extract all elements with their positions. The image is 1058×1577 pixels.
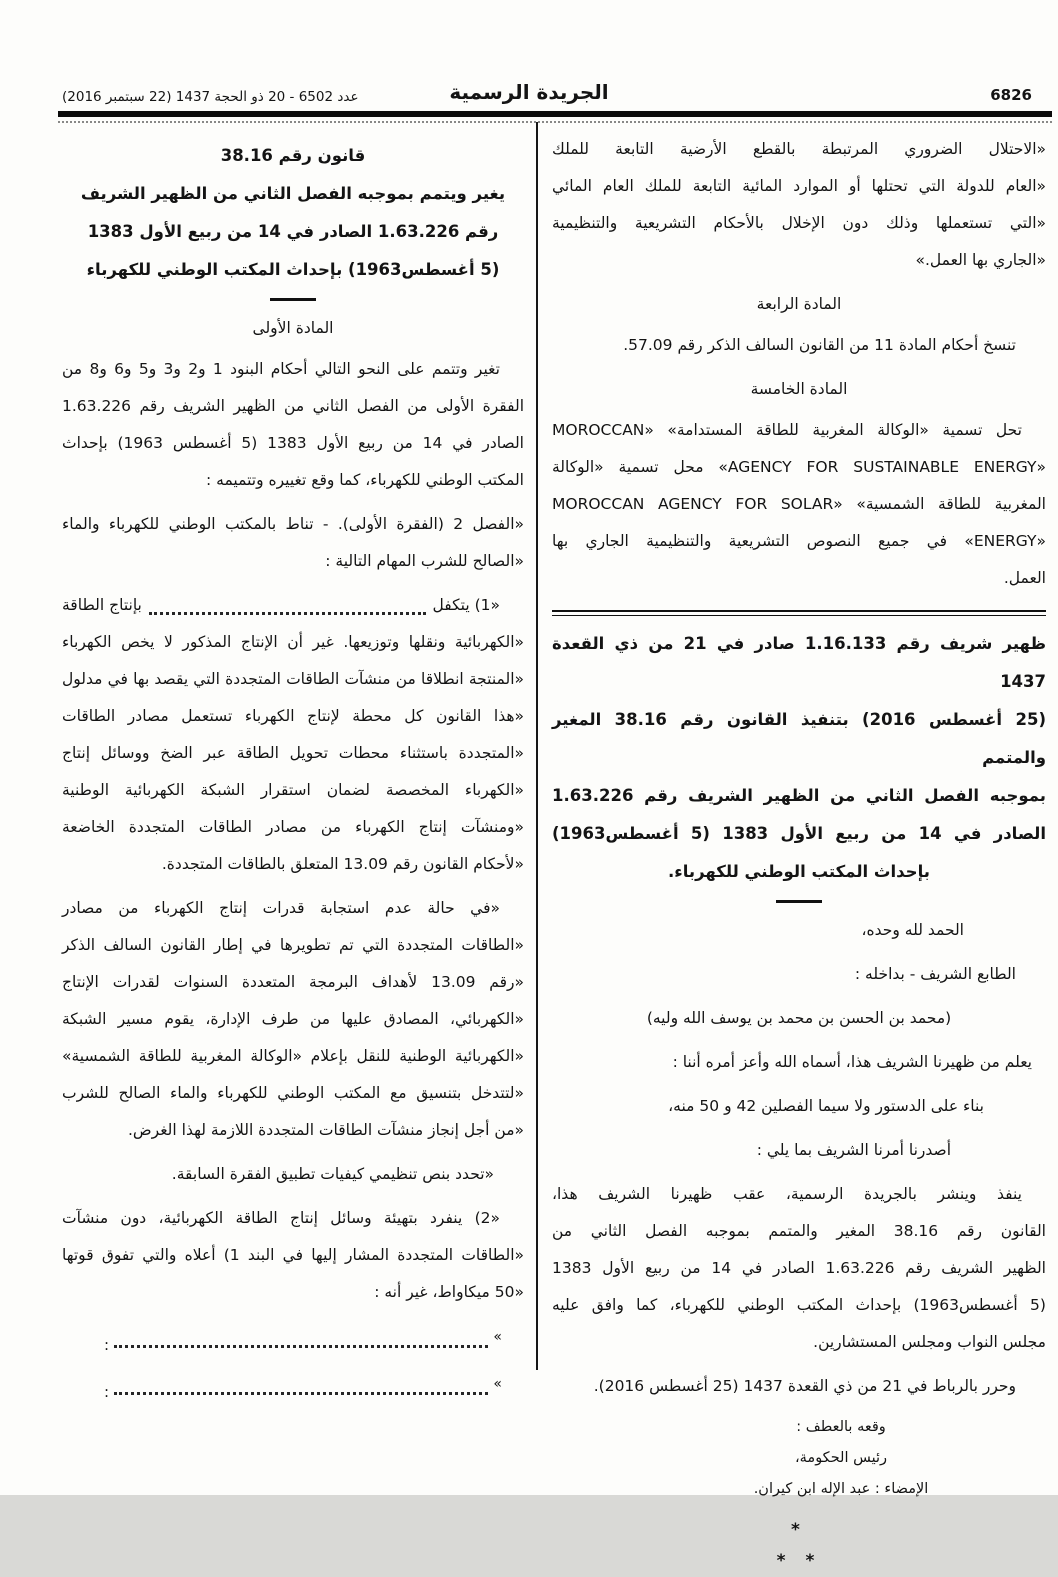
text-line: أصدرنا أمرنا الشريف بما يلي : bbox=[756, 1141, 951, 1159]
continuation-paragraph bbox=[552, 131, 1046, 279]
article-5-heading: المادة الخامسة bbox=[750, 380, 848, 398]
chapter-2-intro bbox=[62, 506, 524, 580]
text-line: «الكهرباء المخصصة لضمان استقرار الشبكة الكهربائية الوطنية bbox=[62, 781, 524, 799]
text-line: «الكهربائية الوطنية للنقل بإعلام «الوكالة المغربية للطاقة الشمسية» bbox=[62, 1047, 524, 1065]
dotted-leader bbox=[149, 612, 426, 615]
text-line: «في حالة عدم استجابة قدرات إنتاج الكهرباء من مصادر bbox=[62, 899, 500, 917]
quote-mark: » bbox=[493, 1329, 502, 1345]
text-line: «50 ميكاواط، غير أنه : bbox=[374, 1283, 524, 1301]
article-5-text bbox=[552, 412, 1046, 597]
asterisk-row: * bbox=[791, 1520, 807, 1540]
text-line: قانون رقم 38.16 bbox=[220, 146, 366, 165]
text-line: ظهير شريف رقم 1.16.133 صادر في 21 من ذي القعدة 1437 bbox=[552, 634, 1046, 691]
text-line: «الجاري بها العمل.» bbox=[915, 251, 1046, 269]
text-line: الطابع الشريف - بداخله : bbox=[854, 965, 1016, 983]
text-line: الصادر في 14 من ربيع الأول 1383 (5 أغسطس 1963) بإحداث bbox=[62, 434, 524, 452]
text-line: «العام للدولة التي تحتلها أو الموارد المائية التابعة للملك العام المائي bbox=[552, 177, 1046, 195]
colon-mark: : bbox=[104, 1383, 110, 1401]
text-line: «الفصل 2 (الفقرة الأولى). - تناط بالمكتب الوطني للكهرباء والماء bbox=[62, 515, 524, 533]
text-line: تنسخ أحكام المادة 11 من القانون السالف الذكر رقم 57.09. bbox=[623, 336, 1016, 354]
text-line: «هذا القانون كل محطة لإنتاج الكهرباء تستعمل مصادر الطاقات bbox=[62, 707, 524, 725]
text-line: «لتتدخل بتنسيق مع المكتب الوطني للكهرباء والماء الصالح للشرب bbox=[62, 1084, 524, 1102]
text-line: «الصالح للشرب المهام التالية : bbox=[325, 552, 524, 570]
text-line: «الطاقات المتجددة المشار إليها في البند 1) أعلاه والتي تفوق قوتها bbox=[62, 1246, 525, 1264]
text-line bbox=[62, 587, 524, 624]
text-line: بإحداث المكتب الوطني للكهرباء. bbox=[668, 862, 930, 881]
text-line: «الطاقات المتجددة التي تم تطويرها في إطار القانون السالف الذكر bbox=[62, 936, 524, 954]
text-line: «AGENCY FOR SUSTAINABLE ENERGY» محل تسمية «الوكالة bbox=[552, 458, 1046, 476]
renewables-paragraph bbox=[62, 890, 524, 1149]
text-line: وحرر بالرباط في 21 من ذي القعدة 1437 (25 أغسطس 2016). bbox=[593, 1377, 1016, 1395]
text-line: رئيس الحكومة، bbox=[794, 1450, 888, 1466]
decree-paragraph bbox=[552, 1176, 1046, 1361]
text-line: الصادر في 14 من ربيع الأول 1383 (5 أغسطس1963) bbox=[552, 824, 1046, 843]
text-line: «الكهربائي، المصادق عليها من طرف الإدارة، يقوم مسير الشبكة bbox=[62, 1010, 524, 1028]
asterisk-row: * * bbox=[776, 1551, 822, 1571]
quote-mark: » bbox=[493, 1376, 502, 1392]
text-line: بموجبه الفصل الثاني من الظهير الشريف رقم 1.63.226 bbox=[552, 786, 1046, 805]
issued-at-line bbox=[552, 1368, 1046, 1405]
text-line: «الكهربائية ونقلها وتوزيعها. غير أن الإنتاج المذكور لا يخص الكهرباء bbox=[62, 633, 524, 651]
left-column bbox=[62, 137, 524, 1405]
right-column bbox=[552, 131, 1046, 1577]
text-line: تحل تسمية «الوكالة المغربية للطاقة المستدامة» «MOROCCAN bbox=[552, 421, 1022, 439]
journal-title: الجريدة الرسمية bbox=[449, 80, 609, 104]
asterisk-separator bbox=[552, 1515, 1046, 1577]
text-line: يعلم من ظهيرنا الشريف هذا، أسماه الله وأعز أمره أننا : bbox=[672, 1053, 1032, 1071]
text-line: «رقم 13.09 لأهداف البرمجة المتعددة السنوات لقدرات الإنتاج bbox=[62, 973, 524, 991]
seal-line bbox=[552, 956, 1046, 993]
regulation-line bbox=[62, 1156, 524, 1193]
text-line: بناء على الدستور ولا سيما الفصلين 42 و 50 منه، bbox=[668, 1097, 984, 1115]
text-line: الفقرة الأولى من الفصل الثاني من الظهير الشريف رقم 1.63.226 bbox=[62, 397, 524, 415]
text-line: الإمضاء : عبد الإله ابن كيران. bbox=[753, 1481, 929, 1497]
text-line: (محمد بن الحسن بن محمد بن يوسف الله وليه) bbox=[646, 1009, 952, 1027]
text-line: «لأحكام القانون رقم 13.09 المتعلق بالطاقات المتجددة. bbox=[161, 855, 524, 873]
dotted-leader bbox=[114, 1392, 488, 1395]
text-line: القانون رقم 38.16 المغير والمتمم بموجبه الفصل الثاني من bbox=[552, 1222, 1046, 1240]
text-line: ينفذ وينشر بالجريدة الرسمية، عقب ظهيرنا الشريف هذا، bbox=[552, 1185, 1022, 1203]
article-1-intro bbox=[62, 351, 524, 499]
article-4-text bbox=[552, 327, 1046, 364]
constitution-line bbox=[552, 1088, 1046, 1125]
text-line: وقعه بالعطف : bbox=[796, 1419, 886, 1435]
law-title bbox=[62, 137, 524, 289]
text-line: (5 أغسطس1963) بإحداث المكتب الوطني للكهرباء bbox=[86, 260, 500, 279]
page-number: 6826 bbox=[990, 86, 1032, 104]
separator-dash bbox=[270, 298, 316, 301]
text-line: «الاحتلال الضروري المرتبطة بالقطع الأرضية التابعة للملك bbox=[552, 140, 1046, 158]
header-rule-thin bbox=[58, 121, 1052, 123]
text-line: «التي تستعملها وذلك دون الإخلال بالأحكام التشريعية والتنظيمية bbox=[552, 214, 1046, 232]
text-line: يغير ويتمم بموجبه الفصل الثاني من الظهير الشريف bbox=[80, 184, 506, 203]
ellipsis-line-2 bbox=[104, 1368, 502, 1405]
issue-info: عدد 6502 - 20 ذو الحجة 1437 (22 سبتمبر 2016) bbox=[62, 89, 359, 105]
line-end-text: بإنتاج الطاقة bbox=[62, 596, 142, 614]
article-1-heading: المادة الأولى bbox=[252, 319, 334, 337]
text-line: المغربية للطاقة الشمسية» «MOROCCAN AGENCY FOR SOLAR bbox=[552, 495, 1046, 513]
praise-line bbox=[552, 912, 1046, 949]
header-rule bbox=[58, 111, 1052, 117]
text-line: «2) ينفرد بتهيئة وسائل إنتاج الطاقة الكهربائية، دون منشآت bbox=[62, 1209, 500, 1227]
line-start-text: «1) يتكفل bbox=[432, 596, 500, 614]
text-line: رقم 1.63.226 الصادر في 14 من ربيع الأول 1383 bbox=[87, 222, 499, 241]
clause-2-paragraph bbox=[62, 1200, 524, 1311]
text-line: «المتجددة باستثناء محطات تحويل الطاقة عبر الضخ ووسائل إنتاج bbox=[62, 744, 524, 762]
text-line: «تحدد بنص تنظيمي كيفيات تطبيق الفقرة السابقة. bbox=[171, 1165, 494, 1183]
text-line: الحمد لله وحده، bbox=[861, 921, 964, 939]
text-line: مجلس النواب ومجلس المستشارين. bbox=[813, 1333, 1046, 1351]
royal-name-line bbox=[552, 1000, 1046, 1037]
proclamation-line bbox=[552, 1044, 1046, 1081]
colon-mark: : bbox=[104, 1336, 110, 1354]
text-line: (5 أغسطس1963) بإحداث المكتب الوطني للكهرباء، كما وافق عليه bbox=[552, 1296, 1046, 1314]
text-line: «من أجل إنجاز منشآت الطاقات المتجددة اللازمة لهذا الغرض. bbox=[127, 1121, 524, 1139]
text-line: الظهير الشريف رقم 1.63.226 الصادر في 14 من ربيع الأول 1383 bbox=[552, 1259, 1046, 1277]
column-divider bbox=[536, 122, 538, 1370]
article-4-heading: المادة الرابعة bbox=[756, 295, 842, 313]
section-separator bbox=[552, 610, 1046, 616]
clause-1-paragraph bbox=[62, 587, 524, 883]
text-line: العمل. bbox=[1003, 569, 1046, 587]
text-line: المكتب الوطني للكهرباء، كما وقع تغييره وتتميمه : bbox=[206, 471, 524, 489]
separator-dash bbox=[776, 900, 822, 903]
order-line bbox=[552, 1132, 1046, 1169]
dotted-leader bbox=[114, 1345, 488, 1348]
signature-block bbox=[552, 1412, 1046, 1505]
text-line: (25 أغسطس 2016) بتنفيذ القانون رقم 38.16 المغير والمتمم bbox=[552, 710, 1046, 767]
ellipsis-line-1 bbox=[104, 1321, 502, 1358]
text-line: تغير وتتمم على النحو التالي أحكام البنود 1 و2 و3 و5 و6 و8 من bbox=[62, 360, 500, 378]
dahir-title bbox=[552, 625, 1046, 891]
text-line: «ومنشآت إنتاج الكهرباء من مصادر الطاقات المتجددة الخاضعة bbox=[62, 818, 524, 836]
text-line: «ENERGY» في جميع النصوص التشريعية والتنظيمية الجاري بها bbox=[552, 532, 1046, 550]
text-line: «المنتجة انطلاقا من منشآت الطاقات المتجددة التي يقصد بها في مدلول bbox=[62, 670, 524, 688]
